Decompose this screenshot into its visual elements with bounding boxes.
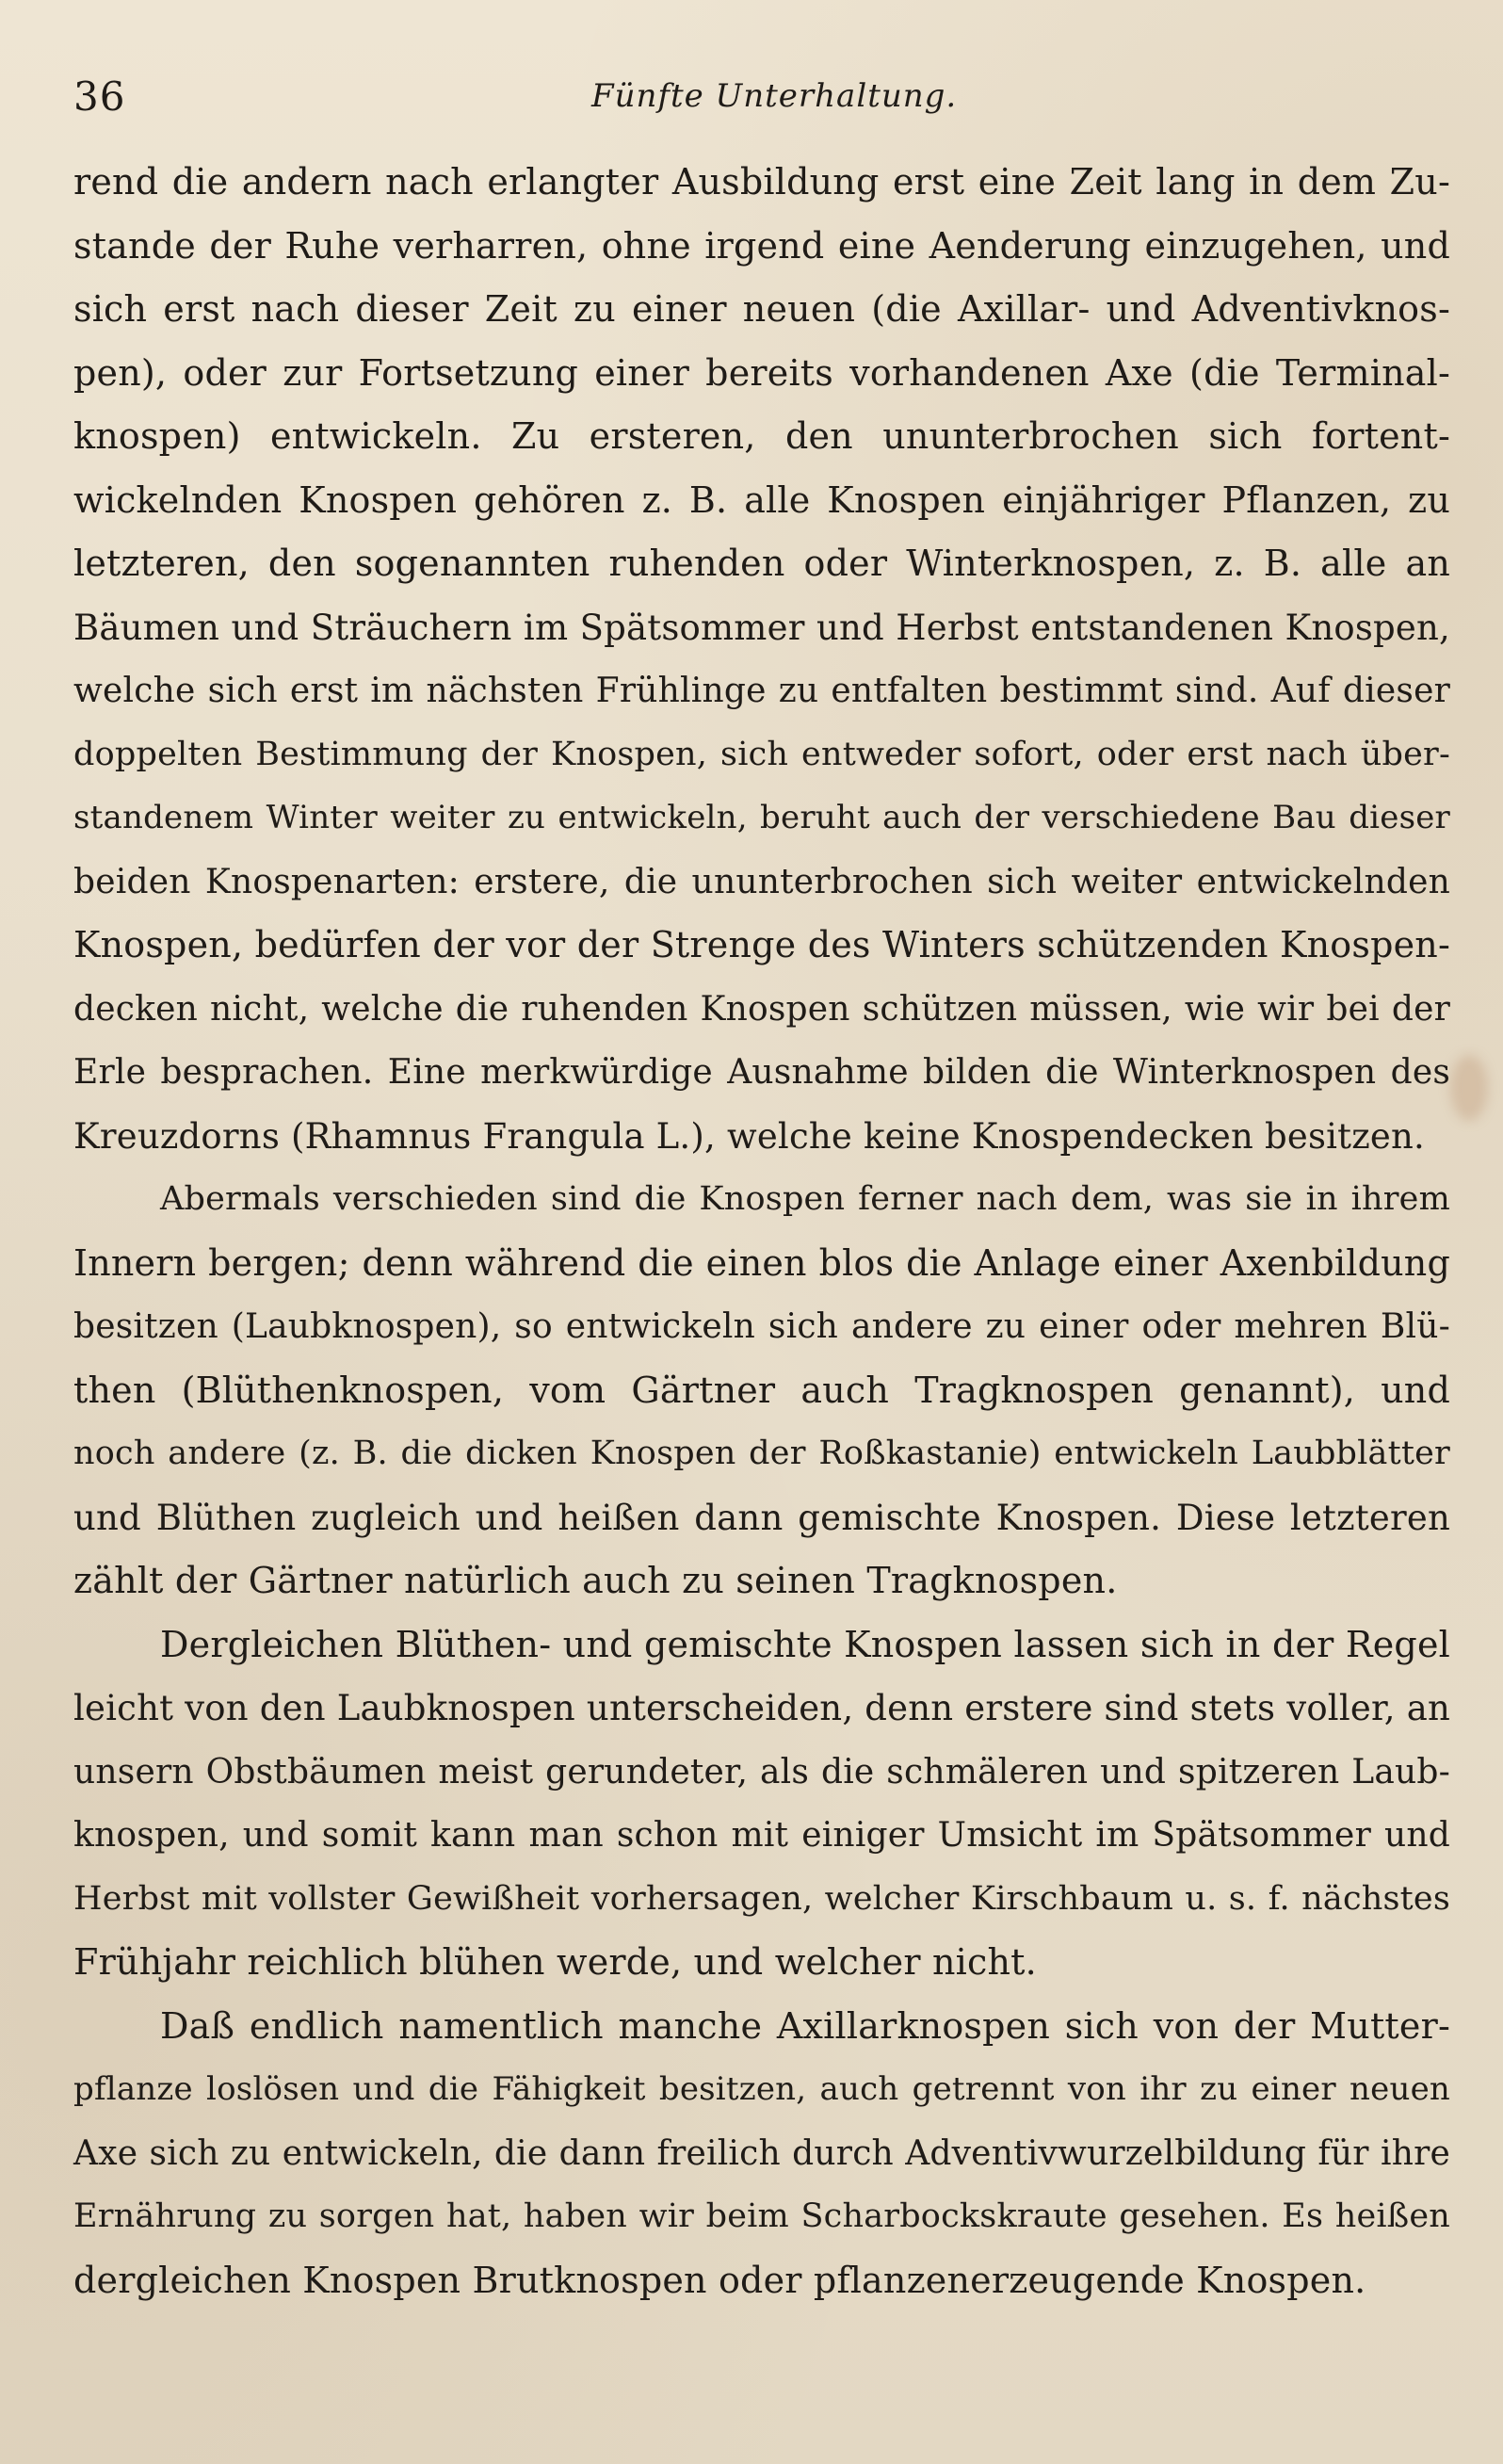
text-line: decken nicht, welche die ruhenden Knospen schützen müssen, wie wir bei der <box>73 989 1450 1029</box>
text-line: beiden Knospenarten: erstere, die ununterbrochen sich weiter entwickelnden <box>73 862 1450 901</box>
text-line: welche sich erst im nächsten Frühlinge zu entfalten bestimmt sind. Auf dieser <box>73 672 1450 710</box>
text-line: dergleichen Knospen Brutknospen oder pflanzenerzeugende Knospen. <box>73 2259 1366 2301</box>
paragraph-1 <box>73 151 1450 1168</box>
text-line: leicht von den Laubknospen unterscheiden, denn erstere sind stets voller, an <box>73 1688 1450 1728</box>
paragraph-3 <box>73 1613 1450 1995</box>
text-line: knospen, und somit kann man schon mit einiger Umsicht im Spätsommer und <box>73 1816 1450 1855</box>
text-line: besitzen (Laubknospen), so entwickeln sich andere zu einer oder mehren Blü- <box>73 1307 1450 1346</box>
text-line: Innern bergen; denn während die einen blos die Anlage einer Axenbildung <box>73 1241 1450 1284</box>
text-line: Daß endlich namentlich manche Axillarknospen sich von der Mutter- <box>160 2004 1450 2047</box>
running-title: Fünfte Unterhaltung. <box>591 77 958 115</box>
text-line: Bäumen und Sträuchern im Spätsommer und Herbst entstandenen Knospen, <box>73 607 1450 648</box>
text-line: noch andere (z. B. die dicken Knospen der Roßkastanie) entwickeln Laubblätter <box>73 1435 1450 1472</box>
text-line: standenem Winter weiter zu entwickeln, beruht auch der verschiedene Bau dieser <box>73 799 1450 836</box>
text-line: wickelnden Knospen gehören z. B. alle Knospen einjähriger Pflanzen, zu <box>73 478 1450 521</box>
body-text <box>73 151 1450 2312</box>
text-line: Knospen, bedürfen der vor der Strenge des Winters schützenden Knospen- <box>73 924 1450 965</box>
text-line: letzteren, den sogenannten ruhenden oder Winterknospen, z. B. alle an <box>73 543 1450 584</box>
text-line: Abermals verschieden sind die Knospen ferner nach dem, was sie in ihrem <box>160 1180 1450 1218</box>
text-line: knospen) entwickeln. Zu ersteren, den ununterbrochen sich fortent- <box>73 415 1450 457</box>
text-line: Frühjahr reichlich blühen werde, und welcher nicht. <box>73 1941 1037 1983</box>
text-line: stande der Ruhe verharren, ohne irgend eine Aenderung einzugehen, und <box>73 224 1450 267</box>
paragraph-4 <box>73 1995 1450 2313</box>
text-line: Kreuzdorns (Rhamnus Frangula L.), welche keine Knospendecken besitzen. <box>73 1115 1426 1157</box>
text-line: und Blüthen zugleich und heißen dann gemischte Knospen. Diese letzteren <box>73 1497 1450 1538</box>
text-line: then (Blüthenknospen, vom Gärtner auch Tragknospen genannt), und <box>73 1369 1450 1411</box>
text-line: pflanze loslösen und die Fähigkeit besitzen, auch getrennt von ihr zu einer neuen <box>73 2070 1450 2108</box>
text-line: Ernährung zu sorgen hat, haben wir beim Scharbockskraute gesehen. Es heißen <box>73 2197 1450 2235</box>
paragraph-2 <box>73 1168 1450 1613</box>
text-line: doppelten Bestimmung der Knospen, sich entweder sofort, oder erst nach über- <box>73 735 1450 773</box>
text-line: Axe sich zu entwickeln, die dann freilich durch Adventivwurzelbildung für ihre <box>73 2133 1450 2173</box>
text-line: Herbst mit vollster Gewißheit vorhersagen, welcher Kirschbaum u. s. f. nächstes <box>73 1879 1450 1918</box>
text-line: sich erst nach dieser Zeit zu einer neuen (die Axillar- und Adventivknos- <box>73 288 1450 330</box>
text-line: Erle besprachen. Eine merkwürdige Ausnahme bilden die Winterknospen des <box>73 1053 1450 1092</box>
text-line: zählt der Gärtner natürlich auch zu seinen Tragknospen. <box>73 1560 1118 1601</box>
text-line: rend die andern nach erlangter Ausbildung erst eine Zeit lang in dem Zu- <box>73 161 1450 203</box>
text-line: pen), oder zur Fortsetzung einer bereits vorhandenen Axe (die Terminal- <box>73 351 1450 394</box>
page-header <box>73 73 1458 130</box>
text-line: unsern Obstbäumen meist gerundeter, als die schmäleren und spitzeren Laub- <box>73 1752 1450 1791</box>
paper-stain <box>1450 1055 1488 1121</box>
page-number: 36 <box>73 73 126 120</box>
text-line: Dergleichen Blüthen- und gemischte Knospen lassen sich in der Regel <box>160 1623 1450 1665</box>
